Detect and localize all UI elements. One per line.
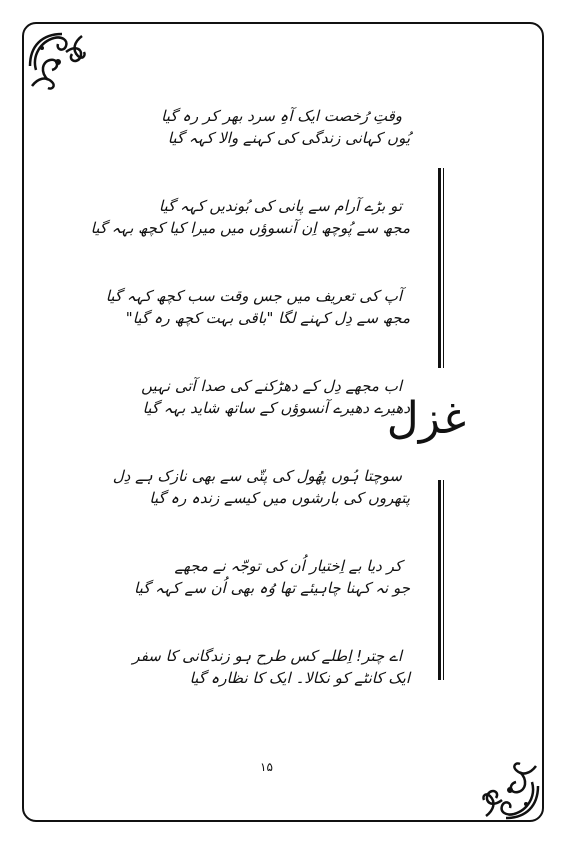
couplet-5: [60, 465, 410, 509]
couplet-7-line-1: اے چتر! اِطلے کس طرح ہو زندگانی کا سفر: [132, 647, 402, 665]
couplet-4-line-2: دھیرے دھیرے آنسوؤں کے ساتھ شاید بہہ گیا: [142, 399, 410, 417]
couplet-3-line-1: آپ کی تعریف میں جس وقت سب کچھ کہہ گیا: [105, 287, 402, 305]
poem-title: غزل: [386, 393, 466, 444]
page-number: ۱۵: [260, 760, 273, 774]
vertical-rule-bottom: [438, 480, 441, 680]
couplet-1: [60, 105, 410, 149]
couplet-4: [60, 375, 410, 419]
corner-ornament-bottom-right: [476, 756, 546, 826]
couplet-2: [60, 195, 410, 239]
couplet-6-line-1: کر دیا بے اِختیار اُن کی توجّہ نے مجھے: [174, 557, 402, 575]
couplet-5-line-1: سوچتا ہُوں پھُول کی پتّی سے بھی نازک ہے دِل: [112, 467, 402, 485]
vertical-rule-top: [438, 168, 441, 368]
poem-verses: [60, 105, 410, 735]
couplet-7: [60, 645, 410, 689]
couplet-3-line-2: مجھ سے دِل کہنے لگا "باقی بہت کچھ رہ گیا": [125, 309, 410, 327]
couplet-2-line-2: مجھ سے پُوچھ اِن آنسوؤں میں میرا کیا کچھ بہہ گیا: [90, 219, 410, 237]
couplet-3: [60, 285, 410, 329]
couplet-7-line-2: ایک کانٹے کو نکالا۔ ایک کا نظارہ گیا: [189, 669, 410, 687]
corner-ornament-top-left: [22, 26, 92, 96]
couplet-1-line-1: وقتِ رُخصت ایک آہِ سرد بھر کر رہ گیا: [161, 107, 402, 125]
couplet-4-line-1: اب مجھے دِل کے دھڑکنے کی صدا آتی نہیں: [141, 377, 402, 395]
couplet-2-line-1: تو بڑے آرام سے پانی کی بُوندیں کہہ گیا: [158, 197, 402, 215]
couplet-5-line-2: پتھروں کی بارشوں میں کیسے زندہ رہ گیا: [149, 489, 410, 507]
couplet-1-line-2: یُوں کہانی زندگی کی کہنے والا کہہ گیا: [167, 129, 410, 147]
couplet-6-line-2: جو نہ کہنا چاہیئے تھا وُہ بھی اُن سے کہہ گیا: [134, 579, 410, 597]
couplet-6: [60, 555, 410, 599]
